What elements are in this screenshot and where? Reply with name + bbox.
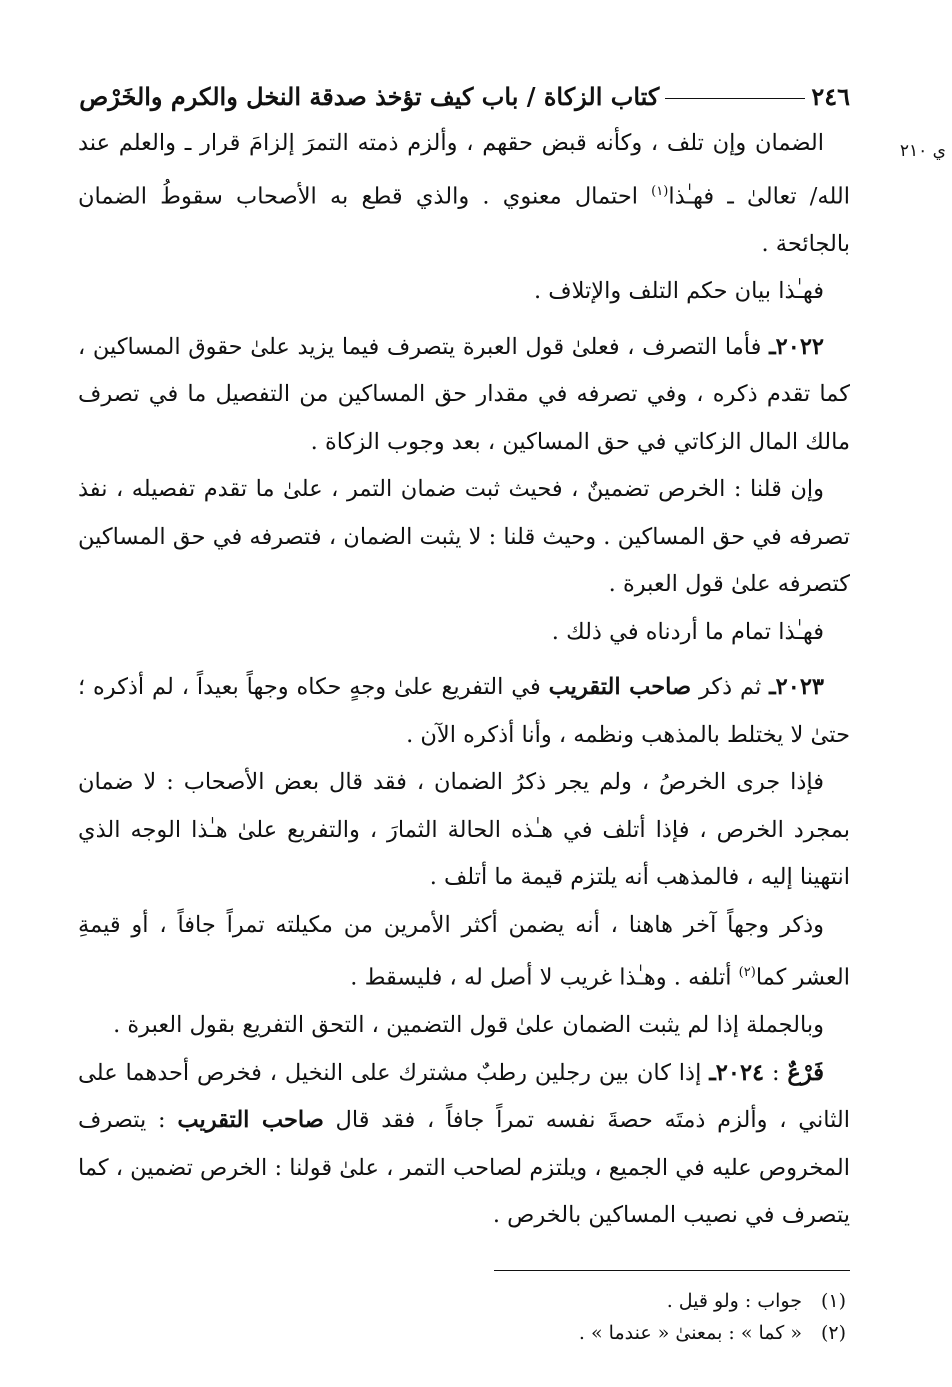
paragraph-text: فأما التصرف ، فعلىٰ قول العبرة يتصرف فيما يزيد علىٰ حقوق المساكين ، كما تقدم ذكره ، وفي تصرفه في مقدار حق المساكين من التفصيل ما في تصرف مالك المال الزكاتي في حق المساكين ، بعد وجوب الزكاة . [78, 333, 850, 455]
footnotes [78, 1285, 850, 1349]
section-number: ٢٠٢٤ـ [709, 1059, 765, 1086]
paragraph [78, 1002, 850, 1050]
footnote-number: (٢) [820, 1321, 846, 1344]
paragraph-text: في التفريع علىٰ وجهٍ حكاه وجهاً بعيداً ، لم أذكره ؛ حتىٰ لا يختلط بالمذهب ونظمه ، وأنا أذكره الآن . [78, 674, 850, 748]
paragraph-text: وبالجملة إذا لم يثبت الضمان علىٰ قول التضمين ، التحق التفريع بقول العبرة . [113, 1012, 824, 1038]
branch-heading: فَرْعٌ [787, 1059, 825, 1086]
section-number: ٢٠٢٣ـ [769, 674, 824, 700]
footnote-ref[interactable]: (١) [651, 183, 669, 199]
footnote-number: (١) [820, 1289, 846, 1312]
paragraph-text: الضمان وإن تلف ، وكأنه قبض حقهم ، وألزم ذمته التمرَ إلزامَ قرار ـ والعلم عند الله/ تعالىٰ ـ فهـٰذا [78, 130, 850, 209]
section-number: ٢٠٢٢ـ [769, 333, 824, 360]
paragraph: فَرْعٌ : ٢٠٢٤ـ إذا كان بين رجلين رطبٌ مشترك على النخيل ، فخرص أحدهما على الثاني ، وألزم ذمتَه حصةَ نفسه تمراً جافاً ، فقد قال صاحب التقريب : يتصرف المخروص عليه في الجميع ، ويلتزم لصاحب التمر ، علىٰ قولنا : الخرص تضمين ، كما يتصرف في نصيب المساكين بالخرص . [78, 1059, 850, 1228]
footnote [78, 1285, 850, 1317]
page-number: ٢٤٦ [811, 81, 850, 111]
paragraph [78, 759, 850, 902]
footnote-text: « كما » : بمعنىٰ « عندما » . [578, 1321, 802, 1344]
paragraph-text: وذكر وجهاً آخر هاهنا ، أنه يضمن أكثر الأمرين من مكيلته تمراً جافاً ، أو قيمةِ العشر كما [78, 911, 850, 991]
paragraph [78, 466, 850, 609]
header-title: كتاب الزكاة / باب كيف تؤخذ صدقة النخل والكرم والخَرْص [79, 81, 660, 111]
footnote-text: جواب : ولو قيل . [666, 1289, 802, 1312]
paragraph [78, 120, 850, 268]
paragraph-text: فهـٰذا تمام ما أردناه في ذلك . [551, 618, 824, 645]
paragraph-text: أتلفه . وهـٰذا غريب لا أصل له ، فليسقط . [350, 964, 739, 991]
paragraph [78, 664, 850, 759]
running-header [78, 76, 850, 116]
page [78, 76, 850, 1349]
paragraph [78, 268, 850, 316]
paragraph-text: فهـٰذا بيان حكم التلف والإتلاف . [533, 278, 824, 304]
author-name: صاحب التقريب [548, 674, 692, 700]
paragraph-text: : يتصرف المخروص عليه في الجميع ، ويلتزم لصاحب التمر ، علىٰ قولنا : الخرص تضمين ، كما يتصرف في نصيب المساكين بالخرص . [78, 1107, 850, 1228]
paragraph-text: إذا كان بين رجلين رطبٌ مشترك على النخيل ، فخرص أحدهما على الثاني ، وألزم ذمتَه حصةَ نفسه تمراً جافاً ، فقد قال [78, 1059, 850, 1133]
paragraph-text: احتمال معنوي . والذي قطع به الأصحاب سقوطُ الضمان بالجائحة . [78, 183, 850, 257]
footnote-separator [494, 1270, 850, 1271]
paragraph-text: وإن قلنا : الخرص تضمينٌ ، فحيث ثبت ضمان التمر ، علىٰ ما تقدم تفصيله ، نفذ تصرفه في حق المساكين . وحيث قلنا : لا يثبت الضمان ، فتصرفه في حق المساكين كتصرفه علىٰ قول العبرة . [78, 476, 850, 597]
footnote [78, 1317, 850, 1349]
header-rule [665, 98, 805, 99]
body-text [78, 120, 850, 1240]
author-name: صاحب التقريب [177, 1107, 324, 1133]
paragraph-text: ثم ذكر [691, 674, 770, 700]
paragraph [78, 902, 850, 1003]
margin-reference: ي ٢١٠ [899, 141, 946, 161]
paragraph [78, 324, 850, 467]
paragraph-text: فإذا جرى الخرصُ ، ولم يجر ذكرُ الضمان ، فقد قال بعض الأصحاب : لا ضمان بمجرد الخرص ، فإذا أتلف في هـٰذه الحالة الثمارَ ، والتفريع علىٰ هـٰذا الوجه الذي انتهينا إليه ، فالمذهب أنه يلتزم قيمة ما أتلف . [78, 769, 850, 890]
footnote-ref[interactable]: (٢) [738, 965, 756, 980]
paragraph [78, 609, 850, 657]
